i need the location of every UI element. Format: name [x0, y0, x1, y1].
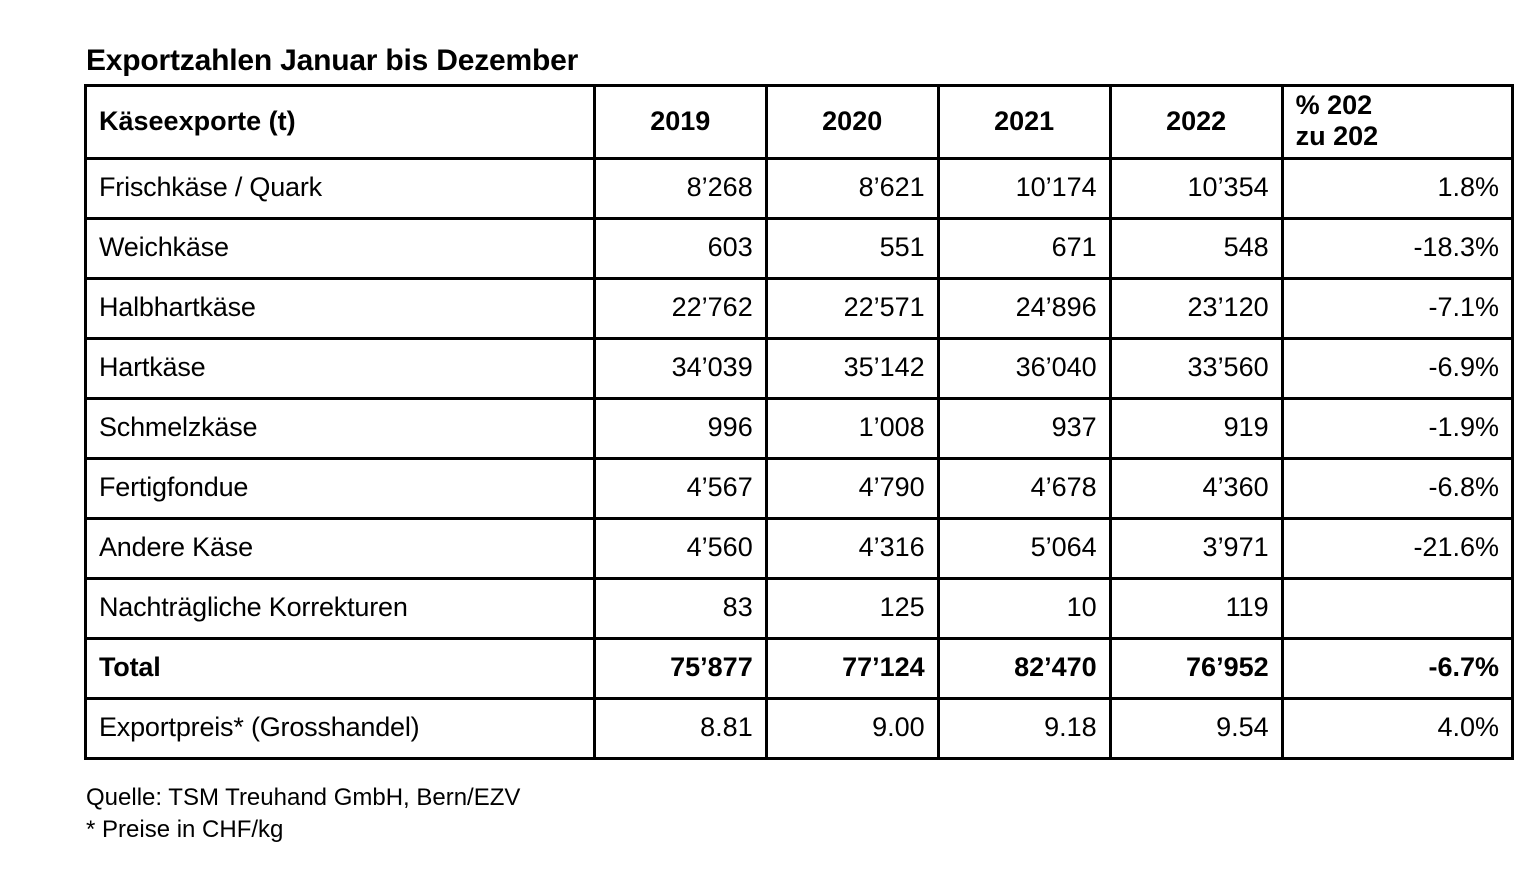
price-note: * Preise in CHF/kg	[86, 816, 284, 844]
cell-2020: 4’790	[766, 459, 938, 519]
table-body	[86, 159, 1513, 759]
cell-2020: 551	[766, 219, 938, 279]
table-header-row	[86, 86, 1513, 159]
column-header-2020: 2020	[766, 86, 938, 159]
table-row	[86, 399, 1513, 459]
cell-2022: 33’560	[1110, 339, 1282, 399]
cell-2022: 23’120	[1110, 279, 1282, 339]
cell-2022: 548	[1110, 219, 1282, 279]
table-row	[86, 699, 1513, 759]
cell-2019: 8.81	[594, 699, 766, 759]
cell-percent-change	[1282, 579, 1512, 639]
table-row	[86, 519, 1513, 579]
cell-2021: 36’040	[938, 339, 1110, 399]
cell-2021: 671	[938, 219, 1110, 279]
cell-2021: 24’896	[938, 279, 1110, 339]
row-label: Schmelzkäse	[86, 399, 595, 459]
column-header-category: Käseexporte (t)	[86, 86, 595, 159]
column-header-percent-line2: zu 202	[1295, 121, 1379, 152]
table-row	[86, 159, 1513, 219]
row-label: Nachträgliche Korrekturen	[86, 579, 595, 639]
cell-2020: 22’571	[766, 279, 938, 339]
cell-2022: 4’360	[1110, 459, 1282, 519]
cell-2021: 10	[938, 579, 1110, 639]
cell-percent-change: 1.8%	[1282, 159, 1512, 219]
cell-2020: 1’008	[766, 399, 938, 459]
cell-percent-change: -21.6%	[1282, 519, 1512, 579]
cell-percent-change: -6.9%	[1282, 339, 1512, 399]
cell-2019: 75’877	[594, 639, 766, 699]
column-header-2019: 2019	[594, 86, 766, 159]
row-label: Andere Käse	[86, 519, 595, 579]
cell-2022: 3’971	[1110, 519, 1282, 579]
cell-2019: 4’560	[594, 519, 766, 579]
cell-2019: 83	[594, 579, 766, 639]
cell-percent-change: -6.7%	[1282, 639, 1512, 699]
cell-2019: 4’567	[594, 459, 766, 519]
column-header-2021: 2021	[938, 86, 1110, 159]
cell-percent-change: -1.9%	[1282, 399, 1512, 459]
cell-2021: 10’174	[938, 159, 1110, 219]
cell-2021: 937	[938, 399, 1110, 459]
cell-2020: 77’124	[766, 639, 938, 699]
cell-2019: 996	[594, 399, 766, 459]
table-row-total	[86, 639, 1513, 699]
cell-2022: 10’354	[1110, 159, 1282, 219]
table-row	[86, 219, 1513, 279]
row-label: Exportpreis* (Grosshandel)	[86, 699, 595, 759]
page-title: Exportzahlen Januar bis Dezember	[86, 44, 579, 77]
row-label: Halbhartkäse	[86, 279, 595, 339]
cell-percent-change: -18.3%	[1282, 219, 1512, 279]
cell-2021: 9.18	[938, 699, 1110, 759]
column-header-2022: 2022	[1110, 86, 1282, 159]
cell-2019: 34’039	[594, 339, 766, 399]
column-header-percent-line1: % 202	[1295, 90, 1373, 120]
row-label: Fertigfondue	[86, 459, 595, 519]
table-row	[86, 279, 1513, 339]
cell-2019: 603	[594, 219, 766, 279]
cheese-export-table	[84, 84, 1514, 760]
row-label: Frischkäse / Quark	[86, 159, 595, 219]
cell-2021: 4’678	[938, 459, 1110, 519]
cell-2021: 5’064	[938, 519, 1110, 579]
table-row	[86, 459, 1513, 519]
cell-2019: 22’762	[594, 279, 766, 339]
source-note: Quelle: TSM Treuhand GmbH, Bern/EZV	[86, 784, 521, 811]
cell-2022: 76’952	[1110, 639, 1282, 699]
cell-2022: 9.54	[1110, 699, 1282, 759]
table-header	[86, 86, 1513, 159]
cell-2022: 919	[1110, 399, 1282, 459]
table-row	[86, 579, 1513, 639]
column-header-percent-change	[1282, 86, 1512, 159]
cell-2020: 8’621	[766, 159, 938, 219]
cell-percent-change: 4.0%	[1282, 699, 1512, 759]
cell-2020: 35’142	[766, 339, 938, 399]
table-footnotes	[86, 782, 520, 847]
row-label: Hartkäse	[86, 339, 595, 399]
cell-2022: 119	[1110, 579, 1282, 639]
row-label: Total	[86, 639, 595, 699]
cell-percent-change: -7.1%	[1282, 279, 1512, 339]
cell-2019: 8’268	[594, 159, 766, 219]
cell-2020: 125	[766, 579, 938, 639]
cell-percent-change: -6.8%	[1282, 459, 1512, 519]
row-label: Weichkäse	[86, 219, 595, 279]
cell-2021: 82’470	[938, 639, 1110, 699]
export-table-container	[84, 84, 1499, 760]
cell-2020: 4’316	[766, 519, 938, 579]
table-row	[86, 339, 1513, 399]
cell-2020: 9.00	[766, 699, 938, 759]
